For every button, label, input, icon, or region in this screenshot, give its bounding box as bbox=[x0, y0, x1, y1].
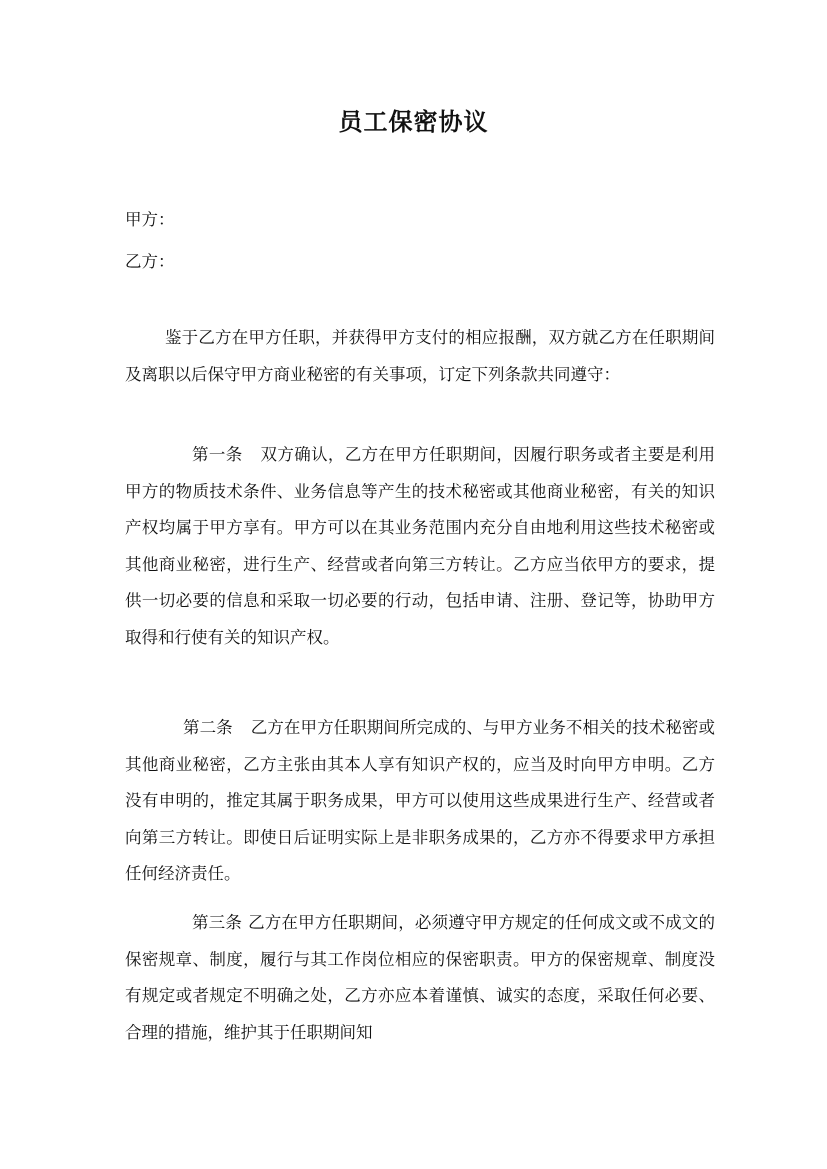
article-2-paragraph bbox=[125, 710, 715, 893]
article-3-paragraph bbox=[125, 905, 715, 1051]
article-1-paragraph bbox=[125, 437, 715, 656]
party-a-label: 甲方： bbox=[125, 210, 175, 229]
party-b-label: 乙方： bbox=[125, 252, 175, 271]
article-2-label: 第二条 bbox=[183, 718, 233, 737]
article-3-label: 第三条 bbox=[192, 913, 243, 932]
article-3-text: 乙方在甲方任职期间，必须遵守甲方规定的任何成文或不成文的保密规章、制度，履行与其工作岗位相应的保密职责。甲方的保密规章、制度没有规定或者规定不明确之处，乙方亦应本着谨慎、诚实的态度，采取任何必要、合理的措施，维护其于任职期间知 bbox=[125, 913, 716, 1042]
article-1-label: 第一条 bbox=[192, 445, 243, 464]
intro-paragraph: 鉴于乙方在甲方任职，并获得甲方支付的相应报酬，双方就乙方在任职期间及离职以后保守甲方商业秘密的有关事项，订定下列条款共同遵守： bbox=[125, 328, 715, 384]
article-2-text: 乙方在甲方任职期间所完成的、与甲方业务不相关的技术秘密或其他商业秘密，乙方主张由其本人享有知识产权的，应当及时向甲方申明。乙方没有申明的，推定其属于职务成果，甲方可以使用这些成果进行生产、经营或者向第三方转让。即使日后证明实际上是非职务成果的，乙方亦不得要求甲方承担任何经济责任。 bbox=[125, 718, 715, 883]
article-1-text: 双方确认，乙方在甲方任职期间，因履行职务或者主要是利用甲方的物质技术条件、业务信息等产生的技术秘密或其他商业秘密，有关的知识产权均属于甲方享有。甲方可以在其业务范围内充分自由地利用这些技术秘密或其他商业秘密，进行生产、经营或者向第三方转让。乙方应当依甲方的要求，提供一切必要的信息和采取一切必要的行动，包括申请、注册、登记等，协助甲方取得和行使有关的知识产权。 bbox=[125, 445, 716, 647]
document-title: 员工保密协议 bbox=[338, 107, 489, 136]
